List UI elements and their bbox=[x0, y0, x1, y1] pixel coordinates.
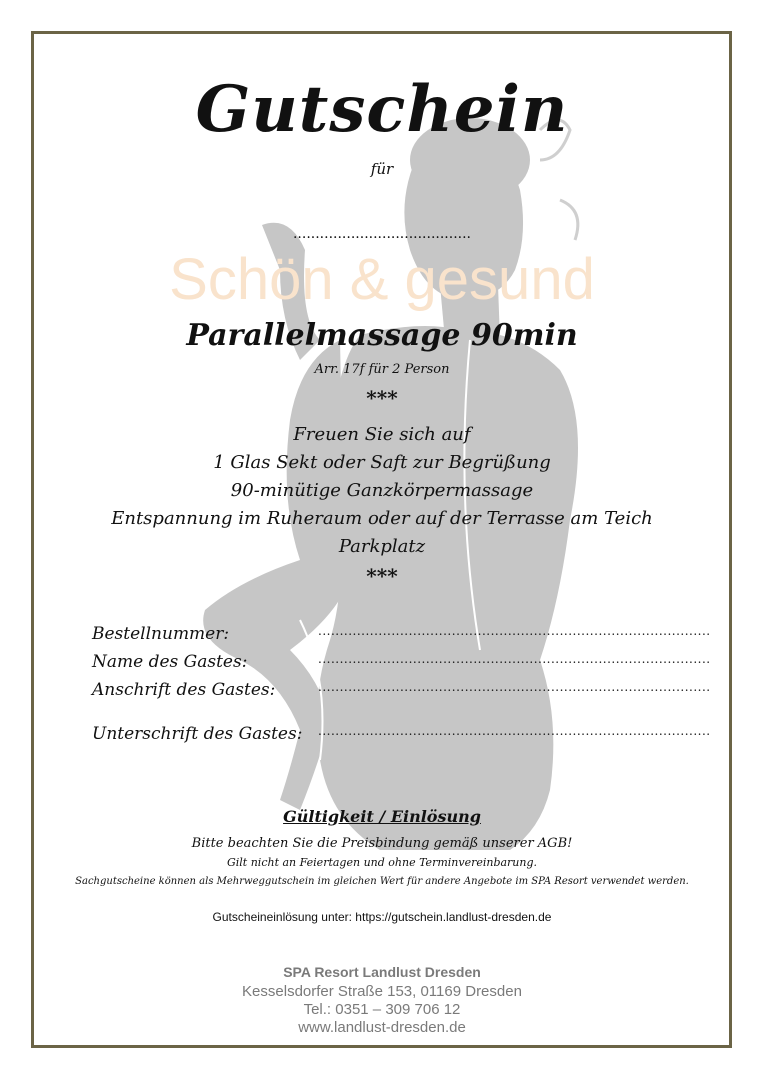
validity-line: Bitte beachten Sie die Preisbindung gemäß unserer AGB! bbox=[191, 836, 573, 851]
watermark-text: Schön & gesund bbox=[169, 247, 595, 312]
guest-name-label: Name des Gastes: bbox=[92, 652, 248, 672]
for-label: für bbox=[370, 160, 394, 178]
validity-heading: Gültigkeit / Einlösung bbox=[283, 807, 481, 826]
validity-line: Sachgutscheine können als Mehrweggutschein im gleichen Wert für andere Angebote im SPA Resort verwendet werden. bbox=[75, 876, 689, 887]
redeem-url: Gutscheineinlösung unter: https://gutschein.landlust-dresden.de bbox=[212, 910, 552, 924]
validity-line: Gilt nicht an Feiertagen und ohne Terminvereinbarung. bbox=[226, 856, 538, 869]
list-item: 1 Glas Sekt oder Saft zur Begrüßung bbox=[213, 452, 551, 473]
company-website: www.landlust-dresden.de bbox=[298, 1019, 466, 1036]
guest-name-field[interactable]: ........................................................................................... bbox=[318, 652, 711, 666]
order-number-label: Bestellnummer: bbox=[92, 624, 230, 644]
guest-signature-field[interactable]: ........................................................................................... bbox=[318, 724, 711, 738]
list-item: Entspannung im Ruheraum oder auf der Terrasse am Teich bbox=[111, 508, 653, 529]
guest-address-field[interactable]: ........................................................................................... bbox=[318, 680, 711, 694]
company-phone: Tel.: 0351 – 309 706 12 bbox=[303, 1001, 461, 1018]
guest-address-label: Anschrift des Gastes: bbox=[92, 680, 276, 700]
arrangement-label: Arr. 17f für 2 Person bbox=[314, 362, 450, 377]
list-item: Parkplatz bbox=[338, 536, 426, 557]
voucher-title: Gutschein bbox=[195, 72, 569, 147]
product-title: Parallelmassage 90min bbox=[186, 318, 578, 353]
list-item: 90-minütige Ganzkörpermassage bbox=[230, 480, 534, 501]
company-name: SPA Resort Landlust Dresden bbox=[283, 964, 481, 980]
intro-text: Freuen Sie sich auf bbox=[293, 424, 471, 445]
order-number-field[interactable]: ........................................................................................... bbox=[318, 624, 711, 638]
company-street: Kesselsdorfer Straße 153, 01169 Dresden bbox=[242, 983, 522, 1000]
stars-divider-top: *** bbox=[366, 386, 398, 410]
guest-signature-label: Unterschrift des Gastes: bbox=[92, 724, 303, 744]
stars-divider-bottom: *** bbox=[366, 564, 398, 588]
recipient-name-line: ........................................ bbox=[292, 226, 471, 242]
